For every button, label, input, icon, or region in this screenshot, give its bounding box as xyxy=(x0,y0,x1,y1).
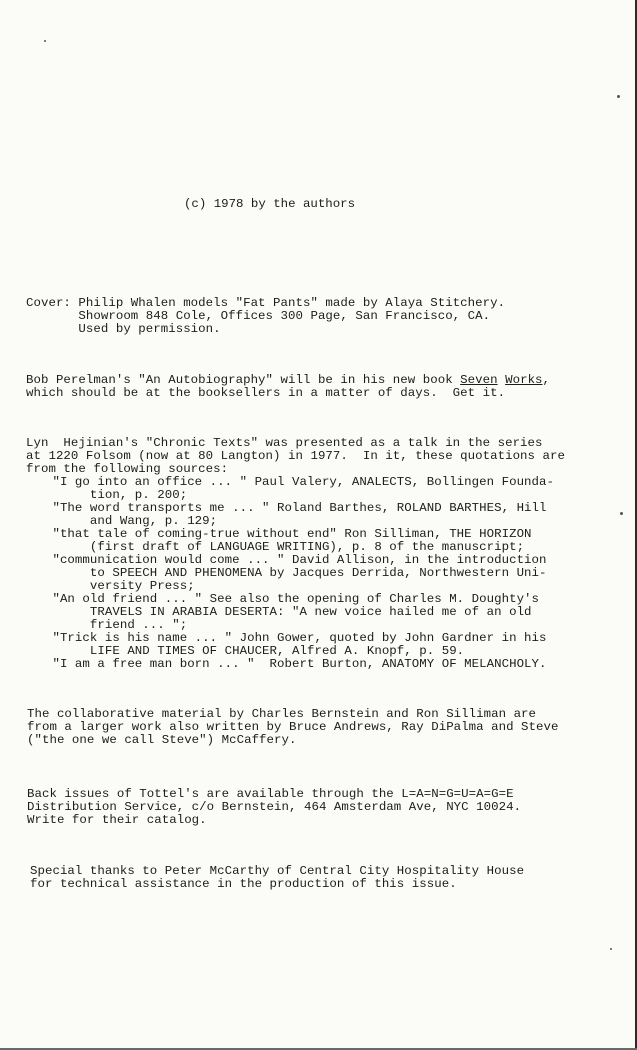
quotation-line: "I go into an office ... " Paul Valery, ANALECTS, Bollingen Founda- xyxy=(30,475,554,489)
book-title-word: Works xyxy=(505,373,543,387)
copyright-notice: (c) 1978 by the authors xyxy=(184,197,356,211)
thanks-line: Special thanks to Peter McCarthy of Central City Hospitality House xyxy=(30,864,525,878)
thanks-line: for technical assistance in the production of this issue. xyxy=(30,877,457,891)
quotation-line: "Trick is his name ... " John Gower, quoted by John Gardner in his xyxy=(30,631,547,645)
perelman-text: , xyxy=(542,373,551,387)
collaborative-line: from a larger work also written by Bruce Andrews, Ray DiPalma and Steve xyxy=(27,720,559,734)
quotation-line: versity Press; xyxy=(30,579,195,593)
scan-speck xyxy=(620,512,623,515)
quotation-line: (first draft of LANGUAGE WRITING), p. 8 of the manuscript; xyxy=(30,540,525,554)
quotation-line: LIFE AND TIMES OF CHAUCER, Alfred A. Knopf, p. 59. xyxy=(30,644,465,658)
quotation-line: to SPEECH AND PHENOMENA by Jacques Derrida, Northwestern Uni- xyxy=(30,566,547,580)
quotation-line: friend ... "; xyxy=(30,618,188,632)
perelman-line: which should be at the booksellers in a matter of days. Get it. xyxy=(26,386,506,400)
quotation-line: and Wang, p. 129; xyxy=(30,514,218,528)
collaborative-line: The collaborative material by Charles Bernstein and Ron Silliman are xyxy=(27,707,537,721)
cover-line: Showroom 848 Cole, Offices 300 Page, San Francisco, CA. xyxy=(26,309,491,323)
collaborative-line: ("the one we call Steve") McCaffery. xyxy=(27,733,297,747)
quotation-line: "communication would come ... " David Allison, in the introduction xyxy=(30,553,547,567)
cover-line: Used by permission. xyxy=(26,322,221,336)
back-issues-line: Distribution Service, c/o Bernstein, 464 Amsterdam Ave, NYC 10024. xyxy=(27,800,522,814)
book-title-space xyxy=(498,373,506,387)
scan-speck xyxy=(610,948,612,950)
book-title-word: Seven xyxy=(460,373,498,387)
scan-speck xyxy=(44,40,46,42)
hejinian-line: from the following sources: xyxy=(26,462,229,476)
cover-line: Cover: Philip Whalen models "Fat Pants" made by Alaya Stitchery. xyxy=(26,296,506,310)
back-issues-line: Write for their catalog. xyxy=(27,813,207,827)
hejinian-line: Lyn Hejinian's "Chronic Texts" was presented as a talk in the series xyxy=(26,436,543,450)
quotation-line: "that tale of coming-true without end" Ron Silliman, THE HORIZON xyxy=(30,527,532,541)
quotation-line: "An old friend ... " See also the opening of Charles M. Doughty's xyxy=(30,592,540,606)
back-issues-line: Back issues of Tottel's are available through the L=A=N=G=U=A=G=E xyxy=(27,787,514,801)
quotation-line: "The word transports me ... " Roland Barthes, ROLAND BARTHES, Hill xyxy=(30,501,547,515)
quotation-line: TRAVELS IN ARABIA DESERTA: "A new voice hailed me of an old xyxy=(30,605,532,619)
quotation-line: "I am a free man born ... " Robert Burton, ANATOMY OF MELANCHOLY. xyxy=(30,657,547,671)
scan-speck xyxy=(617,95,620,98)
quotation-line: tion, p. 200; xyxy=(30,488,188,502)
hejinian-line: at 1220 Folsom (now at 80 Langton) in 1977. In it, these quotations are xyxy=(26,449,565,463)
perelman-text: Bob Perelman's "An Autobiography" will be in his new book xyxy=(26,373,461,387)
